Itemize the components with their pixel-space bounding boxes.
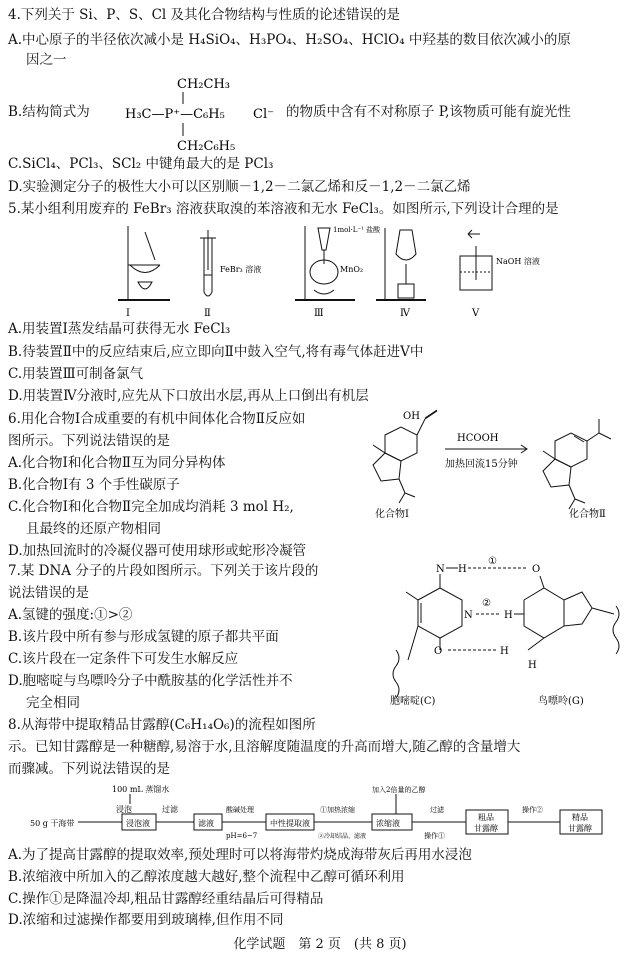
flow-box-4: 浓缩液 xyxy=(376,819,400,828)
apparatus-5 xyxy=(460,230,540,319)
q8-stem-2: 示。已知甘露醇是一种糖醇,易溶于水,且溶解度随温度的升高而增大,随乙醇的含量增大 xyxy=(8,739,521,755)
q8-option-c: C.操作①是降温冷却,粗品甘露醇经重结晶后可得精品 xyxy=(8,891,324,907)
mno2-label: MnO₂ xyxy=(340,265,364,274)
q7-option-d: D.胞嘧啶与鸟嘌呤分子中酰胺基的化学活性并不 xyxy=(8,673,293,689)
q7-option-a: A.氢键的强度:①>② xyxy=(8,607,133,623)
q7-stem-2: 说法错误的是 xyxy=(8,585,89,601)
apparatus-1 xyxy=(118,226,170,319)
reaction-scheme xyxy=(355,405,635,520)
flow-concentrate: ①加热浓缩 xyxy=(320,806,355,814)
q4-stem: 4.下列关于 Si、P、S、Cl 及其化合物结构与性质的论述错误的是 xyxy=(8,7,401,23)
dna-base-pair-figure xyxy=(378,550,636,710)
hydroxyl-label: OH xyxy=(403,411,420,422)
compound-2-structure xyxy=(543,419,611,520)
apparatus-4 xyxy=(376,228,426,319)
reaction-arrow xyxy=(445,433,527,470)
extraction-flowchart xyxy=(30,782,630,844)
q6-option-d: D.加热回流时的冷凝仪器可使用球形或蛇形冷凝管 xyxy=(8,543,307,559)
q6-option-b: B.化合物Ⅰ有 3 个手性碳原子 xyxy=(8,477,180,493)
q4-option-c: C.SiCl₄、PCl₃、SCl₂ 中键角最大的是 PCl₃ xyxy=(8,156,274,172)
apparatus-2 xyxy=(200,230,261,319)
flow-box-1: 浸泡液 xyxy=(126,819,150,828)
q7-option-c: C.该片段在一定条件下可发生水解反应 xyxy=(8,651,239,667)
guanine-structure xyxy=(514,564,619,707)
flow-box-3: 中性提取液 xyxy=(270,819,310,828)
flow-soak: 浸泡 xyxy=(116,805,132,814)
flow-ethanol: 加入2倍量的乙醇 xyxy=(372,786,426,794)
q5-option-b: B.待装置Ⅱ中的反应结束后,应立即向Ⅱ中鼓入空气,将有毒气体赶进Ⅴ中 xyxy=(8,344,424,360)
apparatus-label-2: Ⅱ xyxy=(204,308,211,319)
flow-operation-2: 操作② xyxy=(522,806,543,814)
q6-stem-2: 图所示。下列说法错误的是 xyxy=(8,433,170,449)
flow-start: 50 g 干海带 xyxy=(30,819,75,828)
q4-option-b: B.结构简式为 xyxy=(8,104,90,120)
cyt-n-mid: N xyxy=(464,610,473,621)
q4-option-d: D.实验测定分子的极性大小可以区别顺－1,2－二氯乙烯和反－1,2－二氯乙烯 xyxy=(8,179,471,195)
q7-stem-1: 7.某 DNA 分子的片段如图所示。下列关于该片段的 xyxy=(8,563,319,579)
flow-filter-2: 过滤 xyxy=(430,806,444,814)
compound-2-label: 化合物Ⅱ xyxy=(569,509,606,520)
cyt-h-top: H xyxy=(458,564,467,575)
compound-1-label: 化合物Ⅰ xyxy=(375,509,409,520)
gua-h-bottom: H xyxy=(500,646,509,657)
apparatus-3 xyxy=(295,225,381,319)
flow-box-6a: 精品 xyxy=(572,813,588,822)
apparatus-label-4: Ⅳ xyxy=(400,308,410,319)
hcl-label: 1mol·L⁻¹ 盐酸 xyxy=(333,226,381,234)
q7-option-d-cont: 完全相同 xyxy=(26,695,80,711)
q6-option-c: C.化合物Ⅰ和化合物Ⅱ完全加成均消耗 3 mol H₂, xyxy=(8,499,294,515)
flow-water: 100 mL 蒸馏水 xyxy=(112,785,170,794)
apparatus-label-3: Ⅲ xyxy=(314,308,324,319)
cytosine-structure xyxy=(390,564,473,707)
q5-option-d: D.用装置Ⅳ分液时,应先从下口放出水层,再从上口倒出有机层 xyxy=(8,388,369,404)
page-footer: 化学试题 第 2 页 (共 8 页) xyxy=(233,937,407,952)
q8-stem-3: 而骤减。下列说法错误的是 xyxy=(8,761,170,777)
q6-stem-1: 6.用化合物Ⅰ合成重要的有机中间体化合物Ⅱ反应如 xyxy=(8,411,306,427)
phosphonium-structure xyxy=(125,74,285,154)
apparatus-figure xyxy=(100,220,540,320)
q8-option-b: B.浓缩液中所加入的乙醇浓度越大越好,整个流程中乙醇可循环利用 xyxy=(8,869,405,885)
flow-box-6b: 甘露醇 xyxy=(568,824,592,833)
struct-chloride: Cl⁻ xyxy=(253,107,274,122)
q5-option-a: A.用装置Ⅰ蒸发结晶可获得无水 FeCl₃ xyxy=(8,321,231,337)
gua-h-amine: H xyxy=(528,660,537,671)
flow-acid: 酸碱处理 xyxy=(226,806,254,814)
q4-option-a: A.中心原子的半径依次减小是 H₄SiO₄、H₃PO₄、H₂SO₄、HClO₄ 中羟基的数目依次减小的原 xyxy=(8,32,571,48)
flow-byproduct: ②冷却结晶、滤液 xyxy=(318,833,367,840)
q8-stem-1: 8.从海带中提取精品甘露醇(C₆H₁₄O₆)的流程如图所 xyxy=(8,717,316,733)
gua-h-mid: H xyxy=(504,610,513,621)
struct-top-group: CH₂CH₃ xyxy=(177,77,230,92)
struct-bottom-group: CH₂C₆H₅ xyxy=(177,139,236,154)
flow-box-5a: 粗品 xyxy=(478,813,494,822)
bond-mark-1: ① xyxy=(488,556,497,567)
q7-option-b: B.该片段中所有参与形成氢键的原子都共平面 xyxy=(8,629,279,645)
bond-mark-2: ② xyxy=(482,598,491,609)
flow-box-2: 滤液 xyxy=(198,819,214,828)
q5-option-c: C.用装置Ⅲ可制备氯气 xyxy=(8,366,144,382)
compound-1-structure xyxy=(373,410,437,520)
apparatus-label-5: Ⅴ xyxy=(472,308,480,319)
cyt-o-bottom: O xyxy=(434,646,443,657)
apparatus-label-1: Ⅰ xyxy=(126,308,130,319)
flow-operation-1: 操作① xyxy=(424,832,445,840)
q4-option-a-cont: 因之一 xyxy=(26,52,67,68)
q6-option-a: A.化合物Ⅰ和化合物Ⅱ互为同分异构体 xyxy=(8,455,226,471)
guanine-label: 鸟嘌呤(G) xyxy=(538,696,584,707)
q8-option-d: D.浓缩和过滤操作都要用到玻璃棒,但作用不同 xyxy=(8,912,284,928)
gua-o-top: O xyxy=(532,564,541,575)
reagent-label: HCOOH xyxy=(457,433,499,444)
flow-filter-1: 过滤 xyxy=(162,805,178,814)
cytosine-label: 胞嘧啶(C) xyxy=(390,696,436,707)
q5-stem: 5.某小组利用废弃的 FeBr₃ 溶液获取溴的苯溶液和无水 FeCl₃。如图所示,下列设计合理的是 xyxy=(8,201,559,217)
q8-option-a: A.为了提高甘露醇的提取效率,预处理时可以将海带灼烧成海带灰后再用水浸泡 xyxy=(8,847,472,863)
cyt-n-top: N xyxy=(436,564,445,575)
febr3-label: FeBr₃ 溶液 xyxy=(220,265,262,274)
q6-option-c-cont: 且最终的还原产物相同 xyxy=(26,521,161,537)
flow-ph: pH=6~7 xyxy=(226,832,258,840)
condition-label: 加热回流15分钟 xyxy=(445,459,518,470)
naoh-label: NaOH 溶液 xyxy=(496,257,540,266)
q4-option-b-tail: 的物质中含有不对称原子 P,该物质可能有旋光性 xyxy=(286,104,571,120)
struct-middle-group: H₃C—P⁺—C₆H₅ xyxy=(125,107,225,122)
flow-box-5b: 甘露醇 xyxy=(474,824,498,833)
